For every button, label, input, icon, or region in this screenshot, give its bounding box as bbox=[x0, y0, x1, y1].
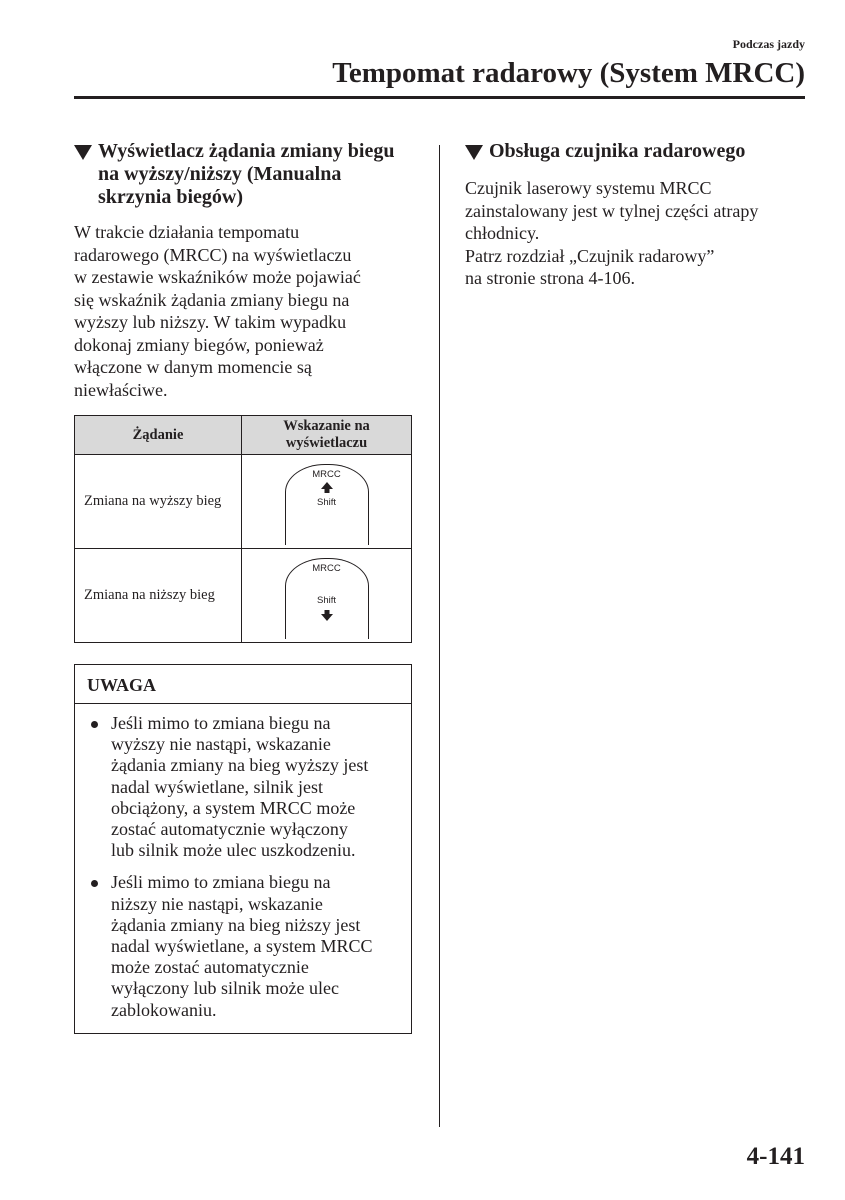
shift-request-heading bbox=[74, 140, 414, 209]
triangle-bullet-icon bbox=[465, 145, 483, 160]
triangle-bullet-icon bbox=[74, 145, 92, 160]
list-item bbox=[89, 872, 397, 1020]
table-row bbox=[75, 549, 412, 643]
down-arrow-icon bbox=[321, 609, 333, 621]
section-label: Podczas jazdy bbox=[732, 37, 805, 51]
table-row bbox=[75, 455, 412, 549]
table-cell-display bbox=[242, 549, 412, 643]
radar-sensor-heading bbox=[465, 140, 805, 163]
right-column bbox=[465, 140, 805, 290]
radar-sensor-paragraph: Czujnik laserowy systemu MRCC zainstalowany jest w tylnej części atrapy chłodnicy. Patrz rozdział „Czujnik radarowy” na stronie strona 4-106. bbox=[465, 178, 759, 288]
note-list bbox=[75, 704, 411, 1033]
table-header-display: Wskazanie na wyświetlaczu bbox=[242, 416, 412, 455]
bullet-icon bbox=[91, 721, 98, 728]
display-mrcc-label: MRCC bbox=[312, 562, 341, 574]
list-item bbox=[89, 713, 397, 861]
column-divider bbox=[439, 145, 440, 1127]
shift-request-paragraph: W trakcie działania tempomatu radarowego (MRCC) na wyświetlaczu w zestawie wskaźników może pojawiać się wskaźnik żądania zmiany biegu na wyższy lub niższy. W takim wypadku dokonaj zmiany biegów, ponieważ włączone w danym momencie są niewłaściwe. bbox=[74, 222, 361, 400]
note-item-text: Jeśli mimo to zmiana biegu na wyższy nie nastąpi, wskazanie żądania zmiany na bieg wyższy jest nadal wyświetlane, silnik jest obciążony, a system MRCC może zostać automatycznie wyłączony lub silnik może ulec uszkodzeniu. bbox=[111, 713, 369, 861]
display-shift-label: Shift bbox=[316, 594, 336, 606]
shift-request-table bbox=[74, 415, 412, 643]
table-cell-request: Zmiana na wyższy bieg bbox=[75, 455, 242, 549]
page-number: 4-141 bbox=[746, 1143, 805, 1170]
page-title: Tempomat radarowy (System MRCC) bbox=[332, 57, 805, 89]
note-box bbox=[74, 664, 412, 1034]
shift-down-display-illustration bbox=[285, 558, 369, 639]
bullet-icon bbox=[91, 880, 98, 887]
table-header-request: Żądanie bbox=[75, 416, 242, 455]
shift-up-display-illustration bbox=[285, 464, 369, 545]
title-rule bbox=[74, 96, 805, 99]
shift-request-heading-text: Wyświetlacz żądania zmiany biegu na wyższy/niższy (Manualna skrzynia biegów) bbox=[98, 140, 395, 208]
table-cell-request: Zmiana na niższy bieg bbox=[75, 549, 242, 643]
table-header-row bbox=[75, 416, 412, 455]
up-arrow-icon bbox=[321, 482, 333, 494]
table-cell-display bbox=[242, 455, 412, 549]
display-shift-label: Shift bbox=[316, 496, 336, 508]
radar-sensor-heading-text: Obsługa czujnika radarowego bbox=[489, 140, 746, 162]
note-item-text: Jeśli mimo to zmiana biegu na niższy nie nastąpi, wskazanie żądania zmiany na bieg niższy jest nadal wyświetlane, a system MRCC może zostać automatycznie wyłączony lub silnik może ulec zablokowaniu. bbox=[111, 872, 373, 1020]
note-title: UWAGA bbox=[75, 665, 411, 704]
display-mrcc-label: MRCC bbox=[312, 468, 341, 480]
left-column bbox=[74, 140, 414, 1034]
